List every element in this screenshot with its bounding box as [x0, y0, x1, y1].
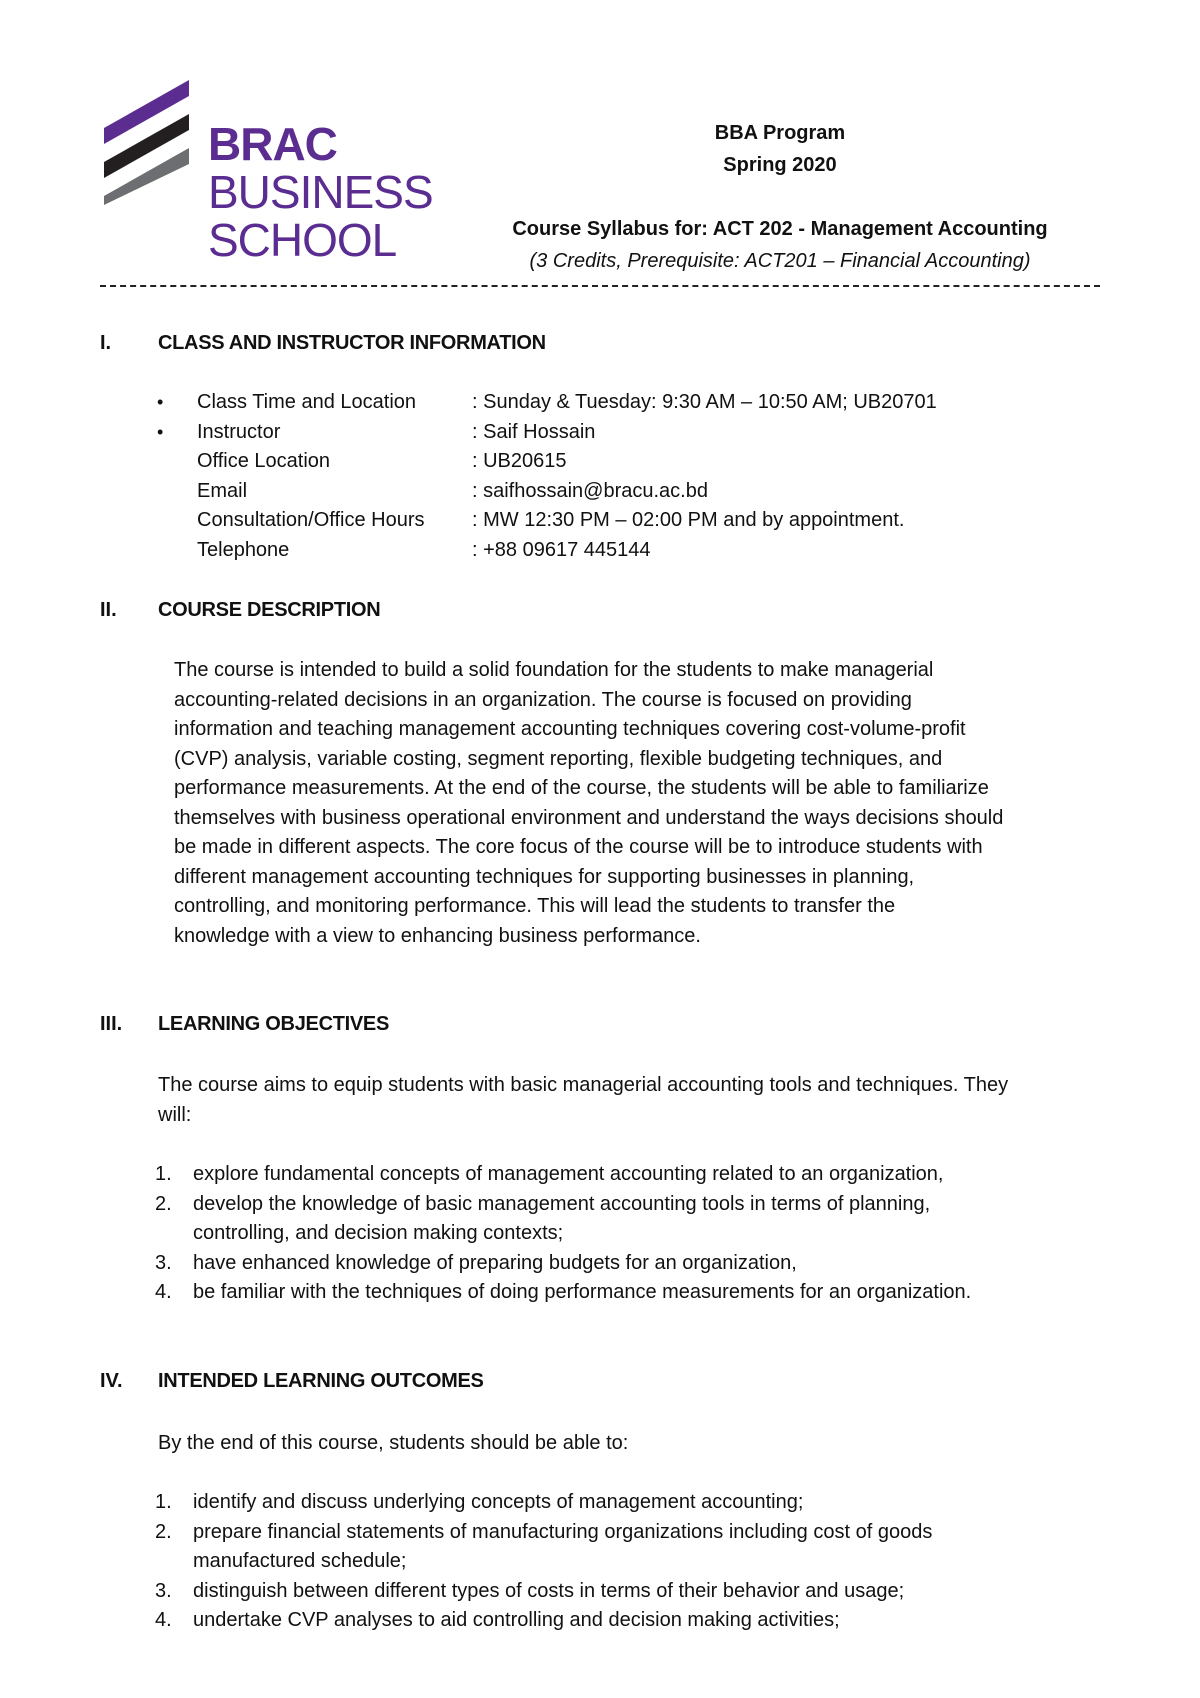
info-value: : Saif Hossain — [472, 420, 596, 443]
paragraph-line: By the end of this course, students should be able to: — [158, 1432, 629, 1454]
objectives-intro — [158, 1071, 1118, 1130]
term-title: Spring 2020 — [723, 154, 837, 176]
list-item — [155, 1518, 1093, 1577]
logo-stripes-icon — [104, 80, 199, 205]
objectives-list — [155, 1160, 1093, 1308]
bullet-icon: • — [157, 392, 164, 412]
section-title: LEARNING OBJECTIVES — [158, 1013, 389, 1035]
list-item-text: undertake CVP analyses to aid controlling and decision making activities; — [193, 1609, 840, 1631]
outcomes-intro — [158, 1429, 1118, 1459]
list-item-number: 3. — [155, 1251, 172, 1274]
brac-business-school-logo — [104, 80, 434, 270]
section-heading-learning-outcomes — [100, 1370, 484, 1393]
class-info-list — [155, 388, 937, 565]
info-label: Email — [197, 479, 248, 502]
logo-line-school: SCHOOL — [208, 214, 397, 266]
info-value: : Sunday & Tuesday: 9:30 AM – 10:50 AM; UB20701 — [472, 391, 937, 413]
paragraph-line: (CVP) analysis, variable costing, segment reporting, flexible budgeting techniques, and — [174, 747, 943, 770]
section-heading-learning-objectives — [100, 1013, 389, 1036]
paragraph-line: The course aims to equip students with basic managerial accounting tools and techniques. They — [158, 1074, 1009, 1096]
section-number: II. — [100, 599, 117, 621]
section-heading-course-description — [100, 599, 380, 622]
list-item — [155, 1160, 1093, 1190]
section-number: I. — [100, 332, 112, 354]
section-title: CLASS AND INSTRUCTOR INFORMATION — [158, 332, 546, 354]
list-item-number: 2. — [155, 1192, 172, 1215]
info-value: : MW 12:30 PM – 02:00 PM and by appointment. — [472, 509, 905, 531]
list-item — [155, 1606, 1093, 1636]
paragraph-line: information and teaching management accounting techniques covering cost-volume-profit — [174, 718, 966, 740]
course-description-paragraph — [174, 656, 1114, 951]
paragraph-line: themselves with business operational environment and understand the ways decisions should — [174, 806, 1004, 829]
list-item-text: explore fundamental concepts of management accounting related to an organization, — [193, 1163, 944, 1185]
info-row — [155, 477, 937, 507]
bullet-icon: • — [157, 421, 164, 442]
list-item — [155, 1278, 1093, 1308]
list-item — [155, 1488, 1093, 1518]
info-row — [155, 536, 937, 566]
paragraph-line: accounting-related decisions in an organization. The course is focused on providing — [174, 688, 912, 711]
section-title: INTENDED LEARNING OUTCOMES — [158, 1370, 484, 1392]
list-item-text: distinguish between different types of costs in terms of their behavior and usage; — [193, 1579, 905, 1602]
list-item-text: develop the knowledge of basic management accounting tools in terms of planning, — [193, 1192, 931, 1215]
header-divider — [100, 285, 1100, 287]
paragraph-line: different management accounting techniques for supporting businesses in planning, — [174, 865, 915, 888]
logo-line-business: BUSINESS — [208, 166, 433, 218]
logo-line-brac: BRAC — [208, 118, 337, 170]
logo-wordmark — [208, 120, 433, 264]
list-item-number: 1. — [155, 1163, 172, 1185]
outcomes-list — [155, 1488, 1093, 1636]
info-row — [155, 388, 937, 418]
info-label: Instructor — [197, 420, 281, 443]
list-item — [155, 1190, 1093, 1249]
list-item-text: manufactured schedule; — [193, 1550, 407, 1572]
info-label: Telephone — [197, 538, 290, 561]
paragraph-line: controlling, and monitoring performance. This will lead the students to transfer the — [174, 895, 896, 917]
info-label: Class Time and Location — [197, 391, 417, 413]
info-label: Consultation/Office Hours — [197, 509, 425, 531]
info-label: Office Location — [197, 450, 331, 472]
list-item-text: controlling, and decision making contexts; — [193, 1222, 564, 1244]
list-item-text: prepare financial statements of manufacturing organizations including cost of goods — [193, 1520, 933, 1543]
list-item-number: 1. — [155, 1491, 172, 1513]
paragraph-line: performance measurements. At the end of the course, the students will be able to familiarize — [174, 777, 989, 799]
info-row — [155, 447, 937, 477]
info-value-email: : saifhossain@bracu.ac.bd — [472, 479, 708, 502]
list-item — [155, 1249, 1093, 1279]
info-value: : UB20615 — [472, 450, 567, 472]
course-title: Course Syllabus for: ACT 202 - Management Accounting — [512, 218, 1048, 240]
paragraph-line: The course is intended to build a solid foundation for the students to make managerial — [174, 659, 934, 681]
section-title: COURSE DESCRIPTION — [158, 599, 381, 621]
paragraph-line: knowledge with a view to enhancing business performance. — [174, 924, 701, 947]
paragraph-line: be made in different aspects. The core focus of the course will be to introduce students with — [174, 836, 983, 858]
list-item-text: identify and discuss underlying concepts of management accounting; — [193, 1491, 804, 1513]
info-row — [155, 418, 937, 448]
list-item — [155, 1577, 1093, 1607]
list-item-text: be familiar with the techniques of doing performance measurements for an organization. — [193, 1281, 972, 1303]
program-title: BBA Program — [714, 122, 846, 144]
list-item-text: have enhanced knowledge of preparing budgets for an organization, — [193, 1251, 797, 1274]
list-item-number: 4. — [155, 1281, 172, 1303]
info-value: : +88 09617 445144 — [472, 538, 651, 561]
list-item-number: 4. — [155, 1609, 172, 1631]
course-credits: (3 Credits, Prerequisite: ACT201 – Financial Accounting) — [529, 250, 1031, 272]
section-number: III. — [100, 1013, 123, 1035]
section-number: IV. — [100, 1370, 123, 1392]
section-heading-class-info — [100, 332, 546, 355]
list-item-number: 3. — [155, 1579, 172, 1602]
list-item-number: 2. — [155, 1520, 172, 1543]
paragraph-line: will: — [158, 1103, 192, 1126]
info-row — [155, 506, 937, 536]
